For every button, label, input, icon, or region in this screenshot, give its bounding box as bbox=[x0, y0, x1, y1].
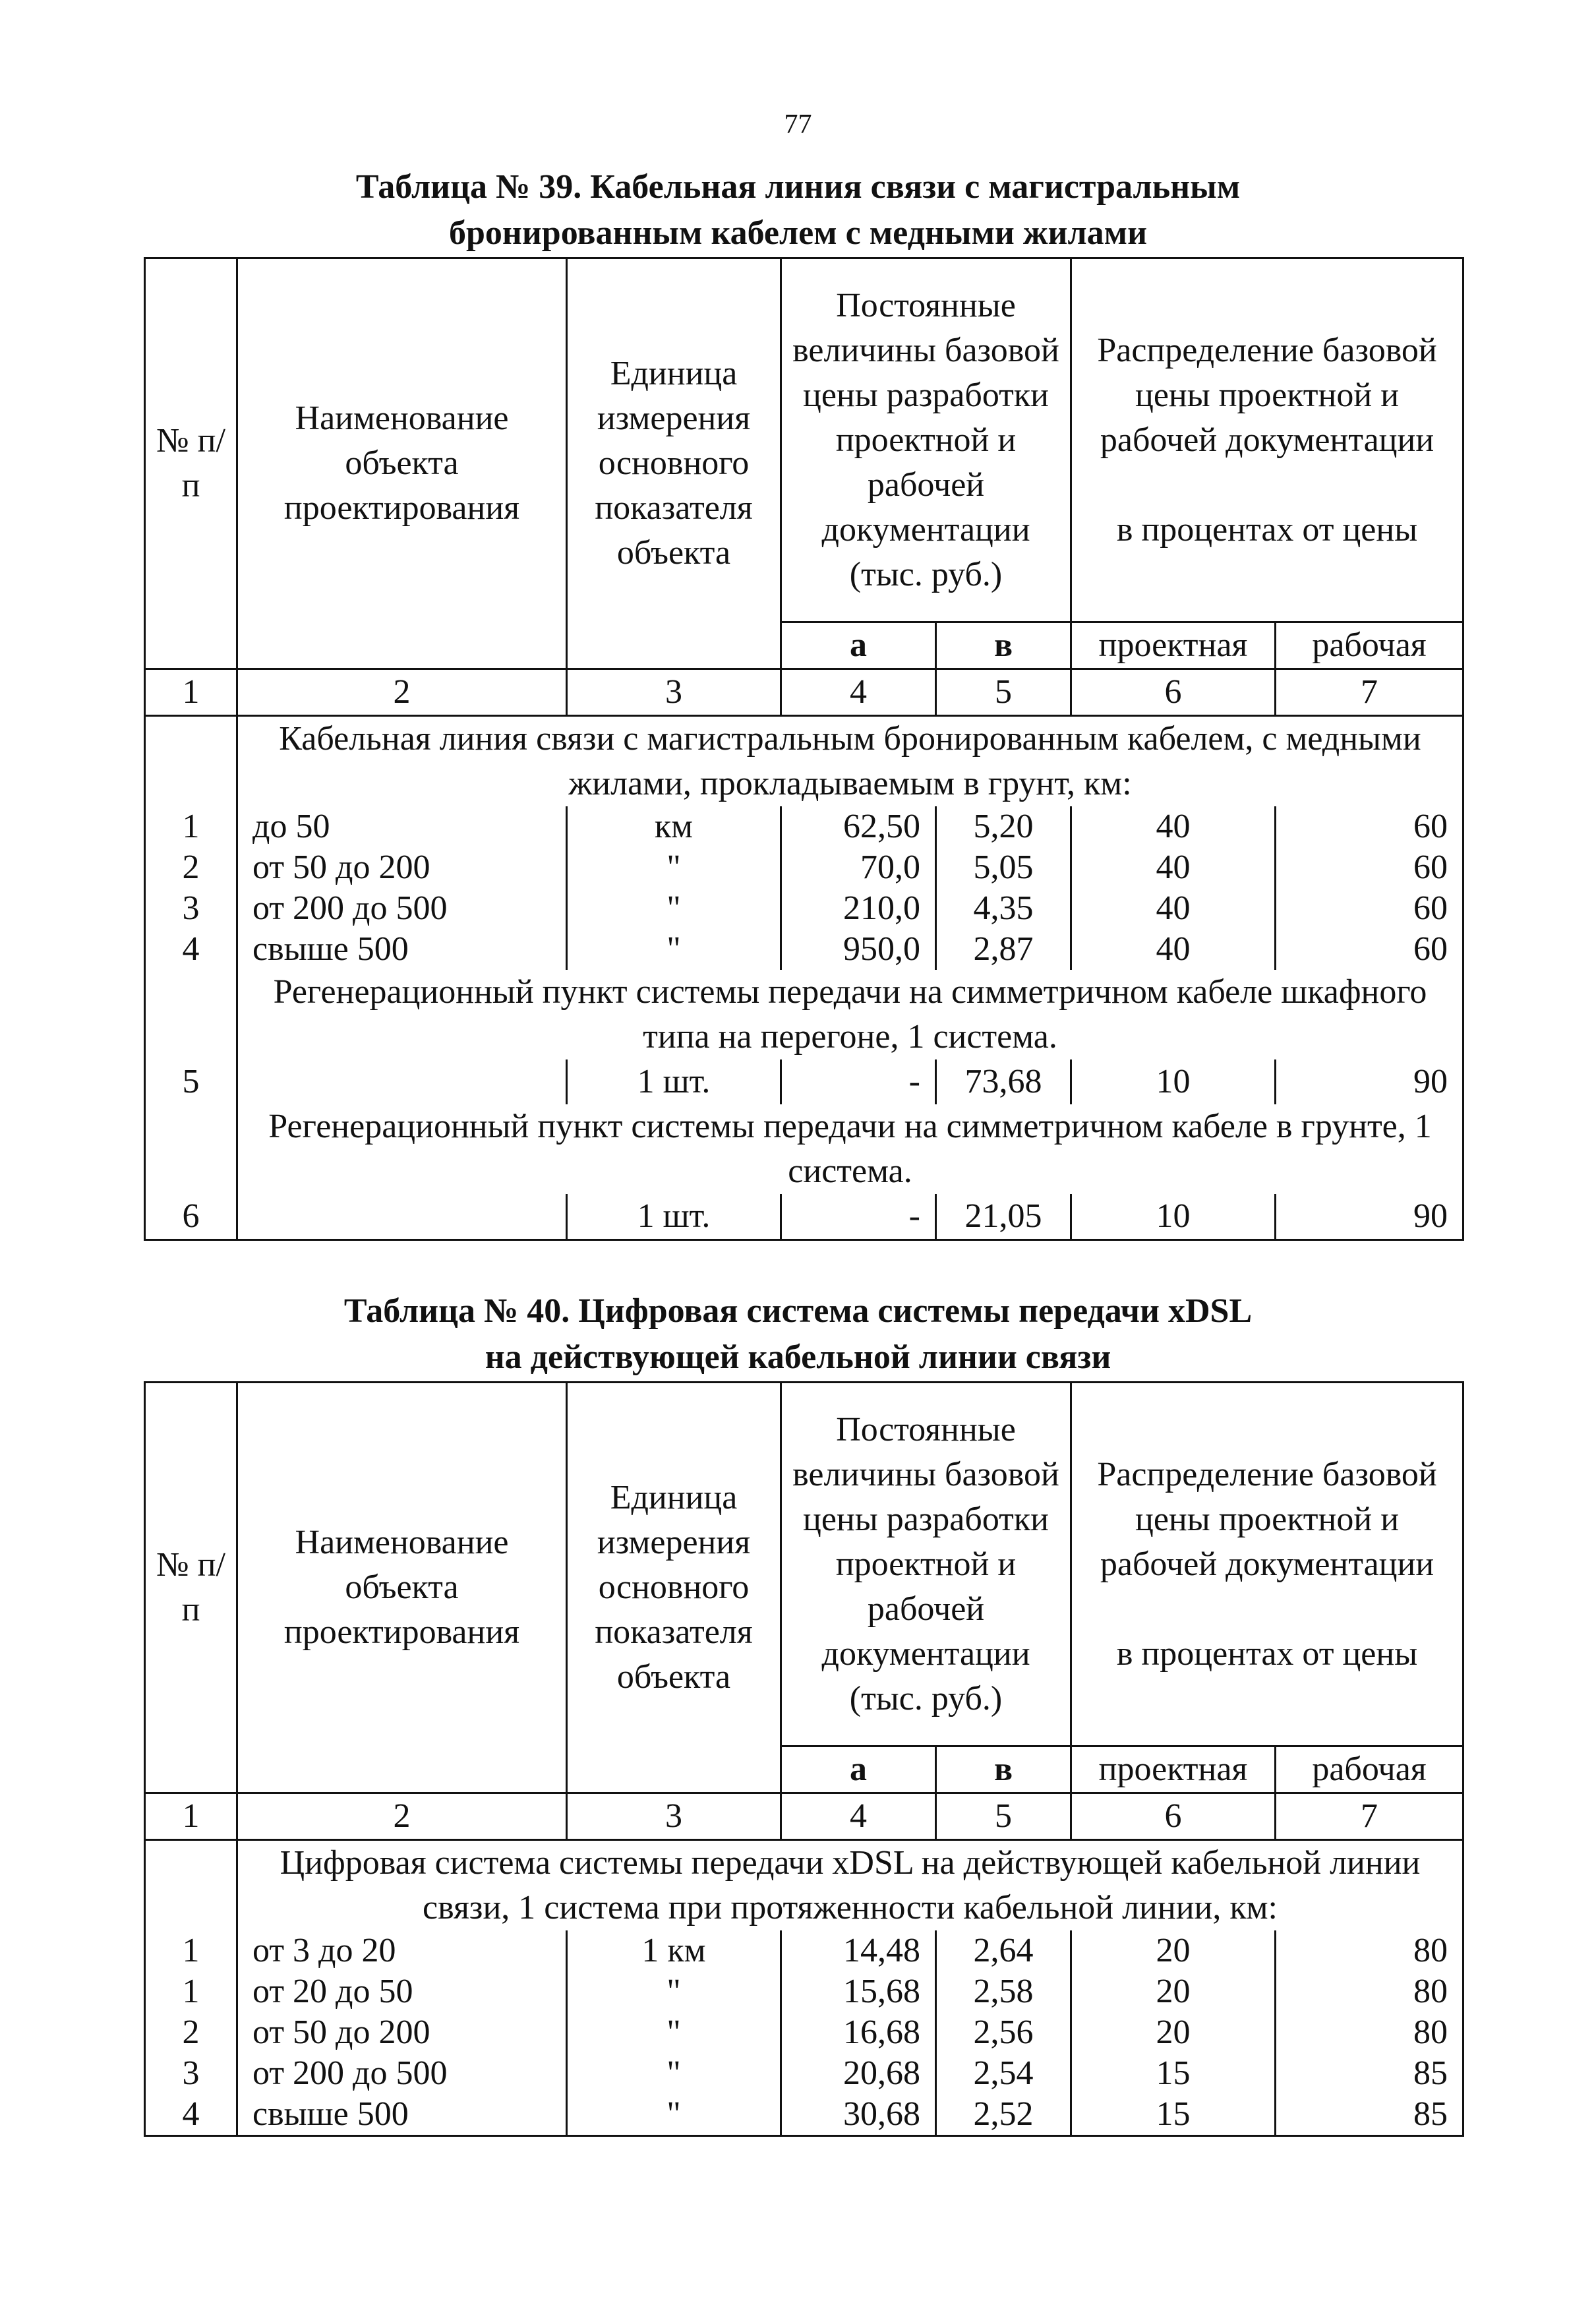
row-work: 60 bbox=[1276, 806, 1463, 847]
table40-title-line1: Таблица № 40. Цифровая система системы передачи xDSL bbox=[343, 1292, 1253, 1330]
row-proj: 10 bbox=[1071, 1059, 1276, 1104]
row-number: 4 bbox=[145, 2094, 237, 2136]
row-name bbox=[237, 1194, 567, 1240]
row-work: 80 bbox=[1276, 2012, 1463, 2053]
row-proj: 10 bbox=[1071, 1194, 1276, 1240]
row-unit: 1 шт. bbox=[567, 1194, 781, 1240]
header-b: в bbox=[936, 622, 1071, 669]
row-unit: км bbox=[567, 806, 781, 847]
row-a: 62,50 bbox=[781, 806, 936, 847]
row-a: 20,68 bbox=[781, 2053, 936, 2094]
colnum-7: 7 bbox=[1276, 669, 1463, 716]
row-a: 16,68 bbox=[781, 2012, 936, 2053]
row-a: - bbox=[781, 1059, 936, 1104]
row-b: 2,87 bbox=[936, 929, 1071, 970]
header-proj: проектная bbox=[1071, 1746, 1276, 1793]
colnum-5: 5 bbox=[936, 1793, 1071, 1840]
row-proj: 40 bbox=[1071, 929, 1276, 970]
row-work: 60 bbox=[1276, 929, 1463, 970]
header-num: № п/п bbox=[145, 258, 237, 669]
row-number: 1 bbox=[145, 806, 237, 847]
row-b: 5,20 bbox=[936, 806, 1071, 847]
row-b: 2,54 bbox=[936, 2053, 1071, 2094]
header-base-price: Постоянные величины базовой цены разработки проектной и рабочей документации (тыс. руб.) bbox=[781, 258, 1071, 622]
row-name bbox=[237, 1059, 567, 1104]
row-a: 30,68 bbox=[781, 2094, 936, 2136]
row-work: 80 bbox=[1276, 1971, 1463, 2012]
row-proj: 20 bbox=[1071, 1971, 1276, 2012]
header-distribution bbox=[1071, 1383, 1463, 1746]
row-proj: 15 bbox=[1071, 2094, 1276, 2136]
table-40 bbox=[144, 1381, 1464, 2137]
row-proj: 20 bbox=[1071, 1930, 1276, 1971]
colnum-6: 6 bbox=[1071, 1793, 1276, 1840]
table40-title-line2: на действующей кабельной линии связи bbox=[485, 1338, 1111, 1376]
row-unit: " bbox=[567, 929, 781, 970]
row-proj: 15 bbox=[1071, 2053, 1276, 2094]
row-unit: " bbox=[567, 1971, 781, 2012]
header-work: рабочая bbox=[1276, 1746, 1463, 1793]
header-distribution-line1: Распределение базовой цены проектной и рабочей документации bbox=[1097, 331, 1437, 459]
row-a: 15,68 bbox=[781, 1971, 936, 2012]
row-work: 60 bbox=[1276, 847, 1463, 888]
section-heading: Регенерационный пункт системы передачи на симметричном кабеле шкафного типа на перегоне, 1 система. bbox=[237, 970, 1463, 1059]
row-number: 4 bbox=[145, 929, 237, 970]
row-name: от 200 до 500 bbox=[237, 2053, 567, 2094]
table-row bbox=[145, 929, 1463, 970]
header-base-price: Постоянные величины базовой цены разработки проектной и рабочей документации (тыс. руб.) bbox=[781, 1383, 1071, 1746]
row-work: 60 bbox=[1276, 888, 1463, 929]
table-row bbox=[145, 2053, 1463, 2094]
row-name: до 50 bbox=[237, 806, 567, 847]
row-number: 2 bbox=[145, 2012, 237, 2053]
row-unit: " bbox=[567, 888, 781, 929]
row-work: 85 bbox=[1276, 2053, 1463, 2094]
colnum-1: 1 bbox=[145, 669, 237, 716]
table39-title-line2: бронированным кабелем с медными жилами bbox=[448, 214, 1148, 252]
row-unit: " bbox=[567, 2094, 781, 2136]
table-row bbox=[145, 1930, 1463, 1971]
colnum-3: 3 bbox=[567, 669, 781, 716]
row-a: 210,0 bbox=[781, 888, 936, 929]
row-number: 2 bbox=[145, 847, 237, 888]
row-proj: 40 bbox=[1071, 888, 1276, 929]
row-b: 2,64 bbox=[936, 1930, 1071, 1971]
row-unit: 1 шт. bbox=[567, 1059, 781, 1104]
table-row bbox=[145, 888, 1463, 929]
colnum-2: 2 bbox=[237, 669, 567, 716]
row-name: свыше 500 bbox=[237, 929, 567, 970]
row-unit: " bbox=[567, 2053, 781, 2094]
row-work: 85 bbox=[1276, 2094, 1463, 2136]
table-row bbox=[145, 2094, 1463, 2136]
table-row bbox=[145, 2012, 1463, 2053]
row-a: 14,48 bbox=[781, 1930, 936, 1971]
page-number: 77 bbox=[784, 109, 812, 140]
header-unit: Единица измерения основного показателя объекта bbox=[567, 258, 781, 669]
table-row bbox=[145, 1971, 1463, 2012]
row-name: от 50 до 200 bbox=[237, 847, 567, 888]
row-name: свыше 500 bbox=[237, 2094, 567, 2136]
row-proj: 40 bbox=[1071, 847, 1276, 888]
header-distribution bbox=[1071, 258, 1463, 622]
table-39 bbox=[144, 257, 1464, 1241]
row-b: 2,56 bbox=[936, 2012, 1071, 2053]
colnum-6: 6 bbox=[1071, 669, 1276, 716]
header-name: Наименование объекта проектирования bbox=[237, 258, 567, 669]
row-b: 73,68 bbox=[936, 1059, 1071, 1104]
header-num: № п/п bbox=[145, 1383, 237, 1793]
row-proj: 20 bbox=[1071, 2012, 1276, 2053]
table-row bbox=[145, 806, 1463, 847]
row-unit: " bbox=[567, 2012, 781, 2053]
table-row bbox=[145, 847, 1463, 888]
header-b: в bbox=[936, 1746, 1071, 1793]
header-unit: Единица измерения основного показателя объекта bbox=[567, 1383, 781, 1793]
row-number: 1 bbox=[145, 1971, 237, 2012]
colnum-2: 2 bbox=[237, 1793, 567, 1840]
row-number: 6 bbox=[145, 1194, 237, 1240]
header-name: Наименование объекта проектирования bbox=[237, 1383, 567, 1793]
header-work: рабочая bbox=[1276, 622, 1463, 669]
row-b: 2,58 bbox=[936, 1971, 1071, 2012]
colnum-4: 4 bbox=[781, 1793, 936, 1840]
row-unit: " bbox=[567, 847, 781, 888]
header-distribution-line2: в процентах от цены bbox=[1116, 510, 1418, 549]
row-a: 950,0 bbox=[781, 929, 936, 970]
row-a: - bbox=[781, 1194, 936, 1240]
header-proj: проектная bbox=[1071, 622, 1276, 669]
row-number: 3 bbox=[145, 888, 237, 929]
header-a: а bbox=[781, 1746, 936, 1793]
row-number: 5 bbox=[145, 1059, 237, 1104]
row-b: 2,52 bbox=[936, 2094, 1071, 2136]
row-b: 5,05 bbox=[936, 847, 1071, 888]
colnum-7: 7 bbox=[1276, 1793, 1463, 1840]
row-name: от 200 до 500 bbox=[237, 888, 567, 929]
row-work: 90 bbox=[1276, 1194, 1463, 1240]
section-heading: Цифровая система системы передачи xDSL на действующей кабельной линии связи, 1 система при протяженности кабельной линии, км: bbox=[237, 1840, 1463, 1931]
row-a: 70,0 bbox=[781, 847, 936, 888]
row-name: от 20 до 50 bbox=[237, 1971, 567, 2012]
colnum-3: 3 bbox=[567, 1793, 781, 1840]
section-heading: Регенерационный пункт системы передачи на симметричном кабеле в грунте, 1 система. bbox=[237, 1104, 1463, 1194]
section-heading: Кабельная линия связи с магистральным бронированным кабелем, с медными жилами, прокладываемым в грунт, км: bbox=[237, 716, 1463, 807]
row-b: 4,35 bbox=[936, 888, 1071, 929]
header-distribution-line1: Распределение базовой цены проектной и рабочей документации bbox=[1097, 1455, 1437, 1583]
header-distribution-line2: в процентах от цены bbox=[1116, 1634, 1418, 1673]
row-proj: 40 bbox=[1071, 806, 1276, 847]
colnum-4: 4 bbox=[781, 669, 936, 716]
row-name: от 50 до 200 bbox=[237, 2012, 567, 2053]
row-work: 90 bbox=[1276, 1059, 1463, 1104]
row-work: 80 bbox=[1276, 1930, 1463, 1971]
colnum-1: 1 bbox=[145, 1793, 237, 1840]
row-number: 3 bbox=[145, 2053, 237, 2094]
row-name: от 3 до 20 bbox=[237, 1930, 567, 1971]
colnum-5: 5 bbox=[936, 669, 1071, 716]
header-a: а bbox=[781, 622, 936, 669]
row-unit: 1 км bbox=[567, 1930, 781, 1971]
table39-title-line1: Таблица № 39. Кабельная линия связи с магистральным bbox=[355, 168, 1241, 206]
row-b: 21,05 bbox=[936, 1194, 1071, 1240]
row-number: 1 bbox=[145, 1930, 237, 1971]
